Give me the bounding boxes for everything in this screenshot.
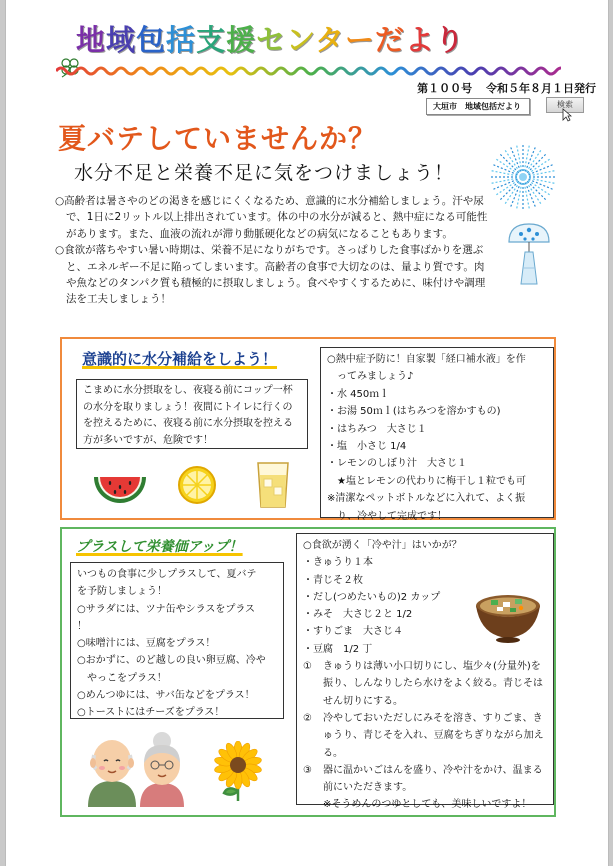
ingredient-item: ・すりごま 大さじ４ (303, 626, 403, 638)
tip-line: やっこをプラス！ (87, 672, 167, 684)
hydration-section (60, 337, 556, 520)
step-number: ② (303, 712, 312, 724)
footnote-text: ※そうめんのつゆとしても、美味しいですよ！ (323, 799, 532, 811)
hydration-title: 意識的に水分補給をしよう！ (82, 350, 278, 368)
ingredient-item: ・レモンのしぼり汁 大さじ１ (327, 458, 467, 470)
masthead-char: よ (405, 23, 436, 57)
step-text: きゅうりは薄い小口切りにし、塩少々(分量外)を振り、しんなりしたら水けをよく絞る。青じそはせん切りにする。 (323, 661, 543, 707)
recipe-intro-line: ○熱中症予防に！自家製「経口補水液」を作 (327, 354, 526, 365)
ingredient-item: ・塩 小さじ 1/4 (327, 441, 407, 453)
intro-text (55, 193, 491, 308)
tip-line: ○めんつゆには、サバ缶などをプラス！ (77, 690, 255, 702)
masthead-char: セ (256, 23, 287, 57)
ingredient-item: ・だし(つめたいもの)2 カップ (303, 591, 441, 603)
fireworks-icon (487, 141, 559, 213)
tip-line: いつもの食事に少しプラスして、夏バテ (77, 569, 257, 580)
recipe-step (303, 658, 547, 710)
step-text: 器に温かいごはんを盛り、冷や汁をかけ、温まる前にいただきます。 (323, 764, 543, 794)
substitute-note: ★塩とレモンの代わりに梅干し１粒でも可 (337, 475, 526, 487)
publisher-label: 大垣市 地域包括だより (426, 98, 530, 115)
intro-paragraph-hydration: ○高齢者は暑さやのどの渇きを感じにくくなるため、意識的に水分補給しましょう。汗や尿で、1日に2リットル以上排出されています。体の中の水分が減ると、熱中症になる可能性があります。また、血液の流れが滞り動脈硬化などの病気になることもあります。 (55, 195, 488, 240)
masthead-char: 援 (226, 23, 257, 57)
tip-line: を予防しましょう！ (77, 586, 167, 598)
masthead-char: だ (374, 23, 405, 57)
mouse-cursor-icon (562, 108, 572, 122)
ingredient-item: ・水 450ｍｌ (327, 388, 390, 400)
tip-line: ○サラダには、ツナ缶やシラスをプラス (77, 603, 256, 615)
ingredient-item: ・青じそ２枚 (303, 574, 363, 586)
soup-bowl-icon (473, 584, 543, 644)
ingredient-item: ・みそ 大さじ２と 1/2 (303, 609, 413, 621)
masthead-char: 包 (136, 23, 167, 57)
sub-headline: 水分不足と栄養不足に気をつけましょう！ (74, 162, 455, 184)
elderly-couple-icon (82, 725, 192, 807)
recipe-step (303, 710, 547, 762)
step-text: 冷やしておいただしにみそを溶き、すりごま、きゅうり、青じそを入れ、豆腐をちぎりながら加える。 (323, 712, 544, 759)
hiyajiru-recipe (296, 533, 554, 811)
nutrition-title: プラスして栄養価アップ！ (76, 539, 243, 555)
masthead-char: 支 (196, 23, 227, 57)
step-number: ① (303, 661, 312, 673)
drink-glass-icon (250, 457, 296, 511)
rainbow-wave-divider (56, 64, 561, 78)
nutrition-tips (70, 562, 284, 719)
ingredient-item: ・お湯 50ｍｌ(はちみつを溶かすもの) (327, 406, 501, 418)
masthead-char: 域 (106, 23, 137, 57)
hydration-tip: こまめに水分摂取をし、夜寝る前にコップ一杯の水分を取りましょう！夜間にトイレに行くのを控えるために、夜寝る前に水分摂取を控える方が多いですが、危険です！ (76, 379, 308, 449)
storage-note: ※清潔なペットボトルなどに入れて、よく振 (327, 493, 526, 505)
intro-paragraph-nutrition: ○食欲が落ちやすい暑い時期は、栄養不足になりがちです。さっぱりした食事ばかりを選ぶと、エネルギー不足に陥ってしまいます。高齢者の食事で大切なのは、量より質です。肉や魚などのタンパク質も積極的に摂取しましょう。食べやすくするために、味付けや調理法を工夫しましょう！ (55, 244, 486, 306)
lemon-icon (174, 463, 220, 507)
tip-line: ○味噌汁には、豆腐をプラス！ (77, 638, 216, 650)
nutrition-section (60, 527, 556, 817)
watermelon-icon (90, 463, 150, 509)
recipe-step (303, 762, 547, 797)
recipe-intro: ○食欲が湧く「冷や汁」はいかが？ (303, 540, 462, 551)
step-number: ③ (303, 764, 312, 776)
storage-note: り、冷やして完成です！ (337, 510, 447, 522)
masthead-char: ー (344, 23, 375, 57)
oral-rehydration-recipe (320, 347, 554, 522)
ingredient-item: ・はちみつ 大さじ１ (327, 423, 427, 435)
newsletter-page (5, 0, 609, 866)
recipe-footnote (303, 796, 547, 813)
tip-line: ○おかずに、のど越しの良い卵豆腐、冷や (77, 655, 266, 667)
masthead-char: り (435, 23, 466, 57)
main-headline: 夏バテしていませんか？ (58, 122, 378, 155)
tip-line: ○トーストにはチーズをプラス！ (77, 707, 225, 719)
issue-info (417, 80, 596, 96)
masthead-title (76, 18, 546, 66)
recipe-intro-line: ってみましょう♪ (337, 371, 414, 383)
wind-chime-icon (499, 218, 565, 286)
ingredient-item: ・きゅうり１本 (303, 557, 373, 569)
issue-number: 第１００号 (417, 82, 473, 95)
search-button[interactable]: 検索 (546, 97, 584, 113)
masthead-char: ン (286, 23, 315, 57)
issue-date: 令和５年８月１日発行 (486, 82, 596, 95)
masthead-char: 地 (76, 23, 107, 57)
masthead-char: 括 (166, 23, 197, 57)
masthead-char: タ (314, 23, 345, 57)
sunflower-icon (210, 741, 266, 801)
ingredient-item: ・豆腐 1/2 丁 (303, 643, 373, 655)
tip-line: ！ (77, 620, 87, 632)
